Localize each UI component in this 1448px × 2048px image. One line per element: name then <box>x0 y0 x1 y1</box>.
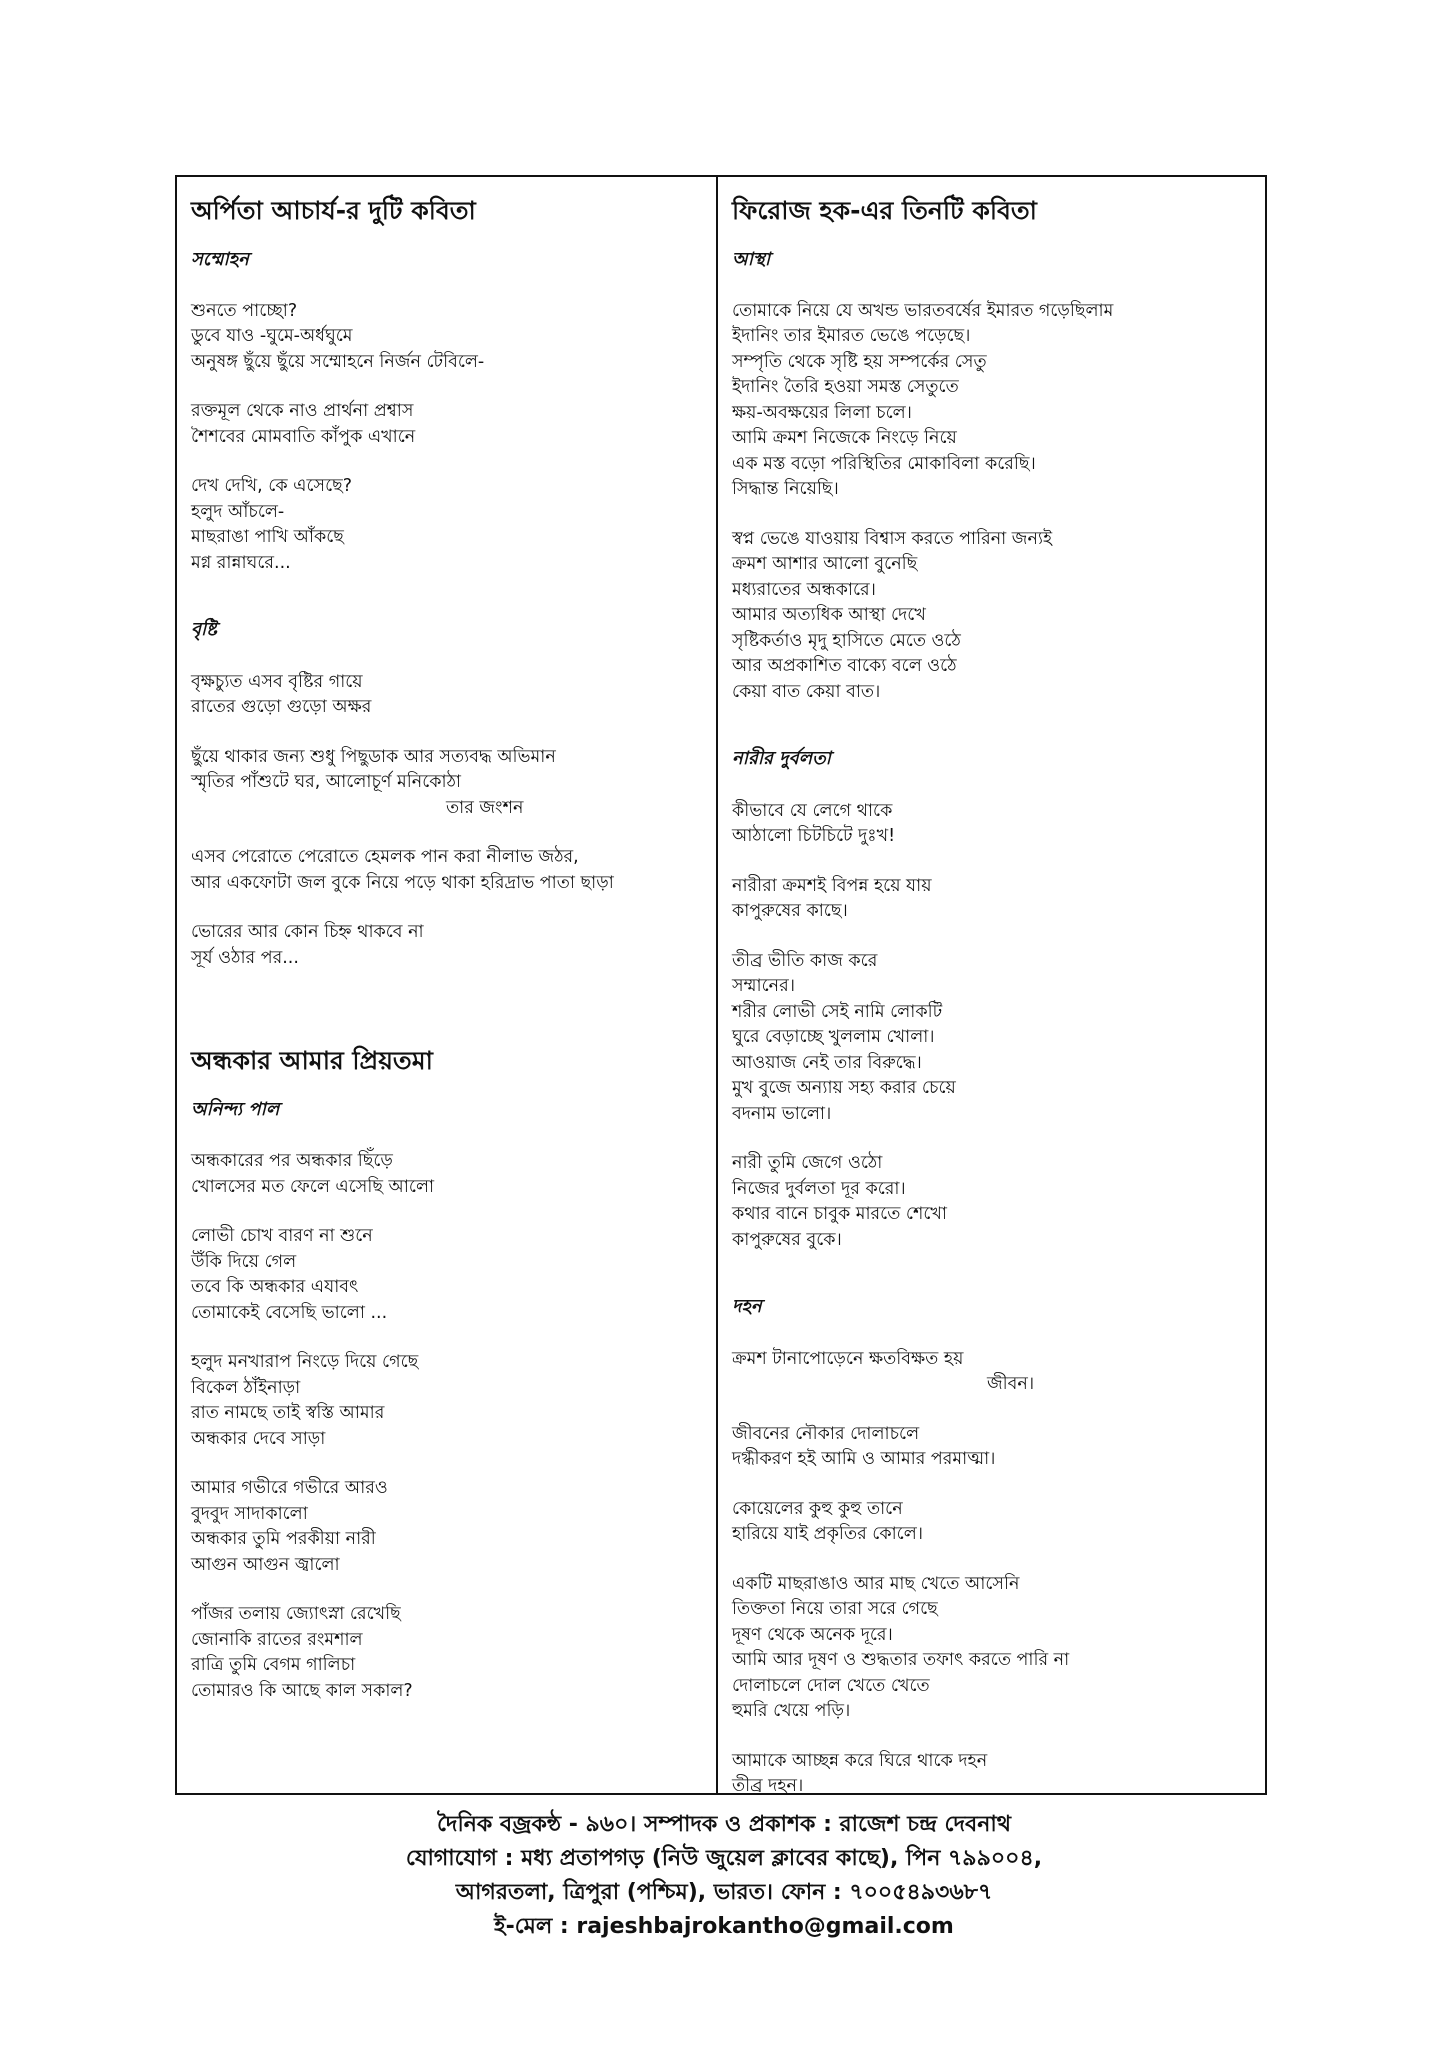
stanza <box>191 670 704 721</box>
poem-line: তীব্র দহন। <box>732 1776 804 1793</box>
footer-line-4: ই-মেল : rajeshbajrokantho@gmail.com <box>494 1914 954 1939</box>
stanza <box>191 1602 704 1704</box>
footer-line-2: যোগাযোগ : মধ্য প্রতাপগড় (নিউ জুয়েল ক্লাবের কাছে), পিন ৭৯৯০০৪, <box>405 1846 1043 1871</box>
poem-line: ডুবে যাও -ঘুমে-অর্ধঘুমে <box>191 326 353 347</box>
poem-line: তোমারও কি আছে কাল সকাল? <box>191 1680 413 1701</box>
stanza <box>732 799 1253 850</box>
poem-line: রাত নামছে তাই স্বস্তি আমার <box>191 1403 385 1424</box>
poem-title: নারীর দুর্বলতা <box>732 748 831 770</box>
poem-line: স্বপ্ন ভেঙে যাওয়ায় বিশ্বাস করতে পারিনা জন্যই <box>732 528 1053 549</box>
stanza <box>191 1224 704 1326</box>
publication-footer <box>0 1808 1448 1944</box>
poem-line: বৃক্ষচ্যুত এসব বৃষ্টির গায়ে <box>191 671 363 692</box>
poem-line: দূষণ থেকে অনেক দূরে। <box>732 1624 893 1645</box>
poem-line: তার জংশন <box>446 797 524 818</box>
poem-line: রক্তমূল থেকে নাও প্রার্থনা প্রশ্বাস <box>191 401 414 422</box>
poem-line: ক্রমশ আশার আলো বুনেছি <box>732 554 918 575</box>
poem-line: কীভাবে যে লেগে থাকে <box>732 800 893 821</box>
poem-line: কোয়েলের কুহু কুহু তানে <box>732 1498 903 1519</box>
poem-line: জীবন। <box>987 1374 1035 1395</box>
stanza <box>732 299 1253 503</box>
poem-line: রাত্রি তুমি বেগম গালিচা <box>191 1655 356 1676</box>
poem-line: নিজের দুর্বলতা দূর করো। <box>732 1178 906 1199</box>
poem-line: আর অপ্রকাশিত বাক্যে বলে ওঠে <box>732 656 957 677</box>
footer-line-3: আগরতলা, ত্রিপুরা (পশ্চিম), ভারত। ফোন : ৭০০৫৪৯৩৬৮৭ <box>455 1880 993 1905</box>
poem-title: সম্মোহন <box>191 248 249 270</box>
stanza <box>732 949 1253 1128</box>
poem-line: সম্পৃতি থেকে সৃষ্টি হয় সম্পর্কের সেতু <box>732 351 987 372</box>
poem-line: একটি মাছরাঙাও আর মাছ খেতে আসেনি <box>732 1573 1020 1594</box>
poem-line: তোমাকে নিয়ে যে অখন্ড ভারতবর্ষের ইমারত গড়েছিলাম <box>732 300 1114 321</box>
poem-line: বুদবুদ সাদাকালো <box>191 1503 308 1524</box>
poem-line: এক মস্ত বড়ো পরিস্থিতির মোকাবিলা করেছি। <box>732 453 1036 474</box>
stanza <box>732 874 1253 925</box>
right-heading: ফিরোজ হক-এর তিনটি কবিতা <box>732 196 1037 225</box>
poem-line: শুনতে পাচ্ছো? <box>191 300 298 321</box>
poem-line: উঁকি দিয়ে গেল <box>191 1251 297 1272</box>
poem-line: সূর্য ওঠার পর... <box>191 947 299 968</box>
poem <box>191 248 704 619</box>
content-frame <box>175 175 1267 1795</box>
poem-line: ক্ষয়-অবক্ষয়ের লিলা চলে। <box>732 402 912 423</box>
poem-line: আমাকে আচ্ছন্ন করে ঘিরে থাকে দহন <box>732 1750 988 1771</box>
right-poems <box>732 248 1253 1794</box>
stanza <box>732 1497 1253 1548</box>
poem-line: ছুঁয়ে থাকার জন্য শুধু পিছুডাক আর সত্যবদ্ধ অভিমান <box>191 746 556 767</box>
poem-title: দহন <box>732 1296 762 1318</box>
poem-line: হুমরি খেয়ে পড়ি। <box>732 1701 851 1722</box>
footer-line-1: দৈনিক বজ্রকন্ঠ - ৯৬০। সম্পাদক ও প্রকাশক : রাজেশ চন্দ্র দেবনাথ <box>436 1812 1012 1837</box>
poem-line: ইদানিং তৈরি হওয়া সমস্ত সেতুতে <box>732 377 959 398</box>
stanza <box>191 745 704 822</box>
poem-line: হলুদ আঁচলে- <box>191 501 285 522</box>
poem-line: খোলসের মত ফেলে এসেছি আলো <box>191 1176 435 1197</box>
poem-line: রাতের গুড়ো গুড়ো অক্ষর <box>191 697 372 718</box>
stanza <box>191 920 704 971</box>
poem-line: মধ্যরাতের অন্ধকারে। <box>732 579 876 600</box>
stanza <box>191 1350 704 1452</box>
poem-line: আমার গভীরে গভীরে আরও <box>191 1478 388 1499</box>
poem-line: শৈশবের মোমবাতি কাঁপুক এখানে <box>191 426 416 447</box>
poem-line: বদনাম ভালো। <box>732 1103 832 1124</box>
poem-line: জীবনের নৌকার দোলাচলে <box>732 1423 920 1444</box>
stanza <box>732 1572 1253 1725</box>
poem-line: দেখ দেখি, কে এসেছে? <box>191 476 353 497</box>
poem-line: ক্রমশ টানাপোড়েনে ক্ষতবিক্ষত হয় <box>732 1348 964 1369</box>
poem-title: বৃষ্টি <box>191 619 217 641</box>
poem-line: কেয়া বাত কেয়া বাত। <box>732 681 881 702</box>
poem-line: ভোরের আর কোন চিহ্ন থাকবে না <box>191 922 424 943</box>
poem-spacer <box>732 729 1253 747</box>
poem-line: অন্ধকারের পর অন্ধকার ছিঁড়ে <box>191 1151 393 1172</box>
poem-spacer <box>191 600 704 618</box>
poem-line: অনুষঙ্গ ছুঁয়ে ছুঁয়ে সম্মোহনে নির্জন টেবিলে- <box>191 351 485 372</box>
poem-line: মগ্ন রান্নাঘরে... <box>191 552 291 573</box>
poem-line: অন্ধকার দেবে সাড়া <box>191 1428 326 1449</box>
poem-line: দোলাচলে দোল খেতে খেতে <box>732 1675 930 1696</box>
poem-line: এসব পেরোতে পেরোতে হেমলক পান করা নীলাভ জঠর, <box>191 847 579 868</box>
stanza <box>191 845 704 896</box>
second-poem-author: অনিন্দ্য পাল <box>191 1098 280 1120</box>
second-poem-heading: অন্ধকার আমার প্রিয়তমা <box>191 1046 433 1076</box>
poem-line: হারিয়ে যাই প্রকৃতির কোলে। <box>732 1524 924 1545</box>
stanza <box>732 1347 1253 1398</box>
poem-line: আগুন আগুন জ্বালো <box>191 1554 340 1575</box>
left-heading: অর্পিতা আচার্য-র দুটি কবিতা <box>191 196 476 225</box>
poem-line: কাপুরুষের বুকে। <box>732 1229 842 1250</box>
poem-line: সম্মানের। <box>732 976 795 997</box>
stanza <box>732 1749 1253 1793</box>
poem-line: দগ্ধীকরণ হই আমি ও আমার পরমাত্মা। <box>732 1449 996 1470</box>
poem-line: আমি আর দূষণ ও শুদ্ধতার তফাৎ করতে পারি না <box>732 1650 1070 1671</box>
right-column <box>718 177 1265 1793</box>
poem-line: হলুদ মনখারাপ নিংড়ে দিয়ে গেছে <box>191 1352 419 1373</box>
poem-line: বিকেল ঠাঁইনাড়া <box>191 1377 301 1398</box>
poem-title: আস্থা <box>732 248 771 270</box>
poem <box>191 618 704 971</box>
poem-line: মুখ বুজে অন্যায় সহ্য করার চেয়ে <box>732 1078 956 1099</box>
poem-line: সিদ্ধান্ত নিয়েছি। <box>732 479 839 500</box>
stanza <box>732 1151 1253 1253</box>
poem-line: আওয়াজ নেই তার বিরুদ্ধে। <box>732 1052 922 1073</box>
poem-line: কথার বানে চাবুক মারতে শেখো <box>732 1204 947 1225</box>
poem-line: পাঁজর তলায় জ্যোৎস্না রেখেছি <box>191 1604 401 1625</box>
poem-line: তীব্র ভীতি কাজ করে <box>732 950 878 971</box>
second-poem-section <box>191 1045 704 1704</box>
stanza <box>191 1476 704 1578</box>
stanza <box>191 474 704 576</box>
left-column <box>177 177 718 1793</box>
stanza <box>191 399 704 450</box>
stanza <box>191 299 704 376</box>
poem-line: ঘুরে বেড়াচ্ছে খুললাম খোলা। <box>732 1027 935 1048</box>
left-poems <box>191 248 704 972</box>
poem-spacer <box>732 1277 1253 1295</box>
poem-line: আর একফোটা জল বুকে নিয়ে পড়ে থাকা হরিদ্রাভ পাতা ছাড়া <box>191 872 614 893</box>
poem <box>732 248 1253 748</box>
poem-line: অন্ধকার তুমি পরকীয়া নারী <box>191 1529 376 1550</box>
stanza <box>191 1149 704 1200</box>
stanza <box>732 1422 1253 1473</box>
poem <box>732 747 1253 1295</box>
poem <box>732 1295 1253 1793</box>
poem-line: মাছরাঙা পাখি আঁকছে <box>191 527 344 548</box>
second-poem-body <box>191 1149 704 1704</box>
poem-line: কাপুরুষের কাছে। <box>732 901 848 922</box>
poem-line: তিক্ততা নিয়ে তারা সরে গেছে <box>732 1599 938 1620</box>
poem-line: তোমাকেই বেসেছি ভালো ... <box>191 1302 388 1323</box>
poem-line: নারীরা ক্রমশই বিপন্ন হয়ে যায় <box>732 875 932 896</box>
poem-line: আমি ক্রমশ নিজেকে নিংড়ে নিয়ে <box>732 428 957 449</box>
poem-line: সৃষ্টিকর্তাও মৃদু হাসিতে মেতে ওঠে <box>732 630 961 651</box>
stanza <box>732 527 1253 706</box>
poem-line: শরীর লোভী সেই নামি লোকটি <box>732 1001 943 1022</box>
poem-line: আঠালো চিটচিটে দুঃখ! <box>732 826 896 847</box>
poem-line: নারী তুমি জেগে ওঠো <box>732 1153 883 1174</box>
poem-line: লোভী চোখ বারণ না শুনে <box>191 1226 373 1247</box>
poem-line: তবে কি অন্ধকার এযাবৎ <box>191 1277 359 1298</box>
poem-line: জোনাকি রাতের রংমশাল <box>191 1629 363 1650</box>
poem-line: স্মৃতির পাঁশুটে ঘর, আলোচূর্ণ মনিকোঠা <box>191 772 461 793</box>
poem-line: ইদানিং তার ইমারত ভেঙে পড়েছে। <box>732 326 971 347</box>
poem-line: আমার অত্যধিক আস্থা দেখে <box>732 605 926 626</box>
